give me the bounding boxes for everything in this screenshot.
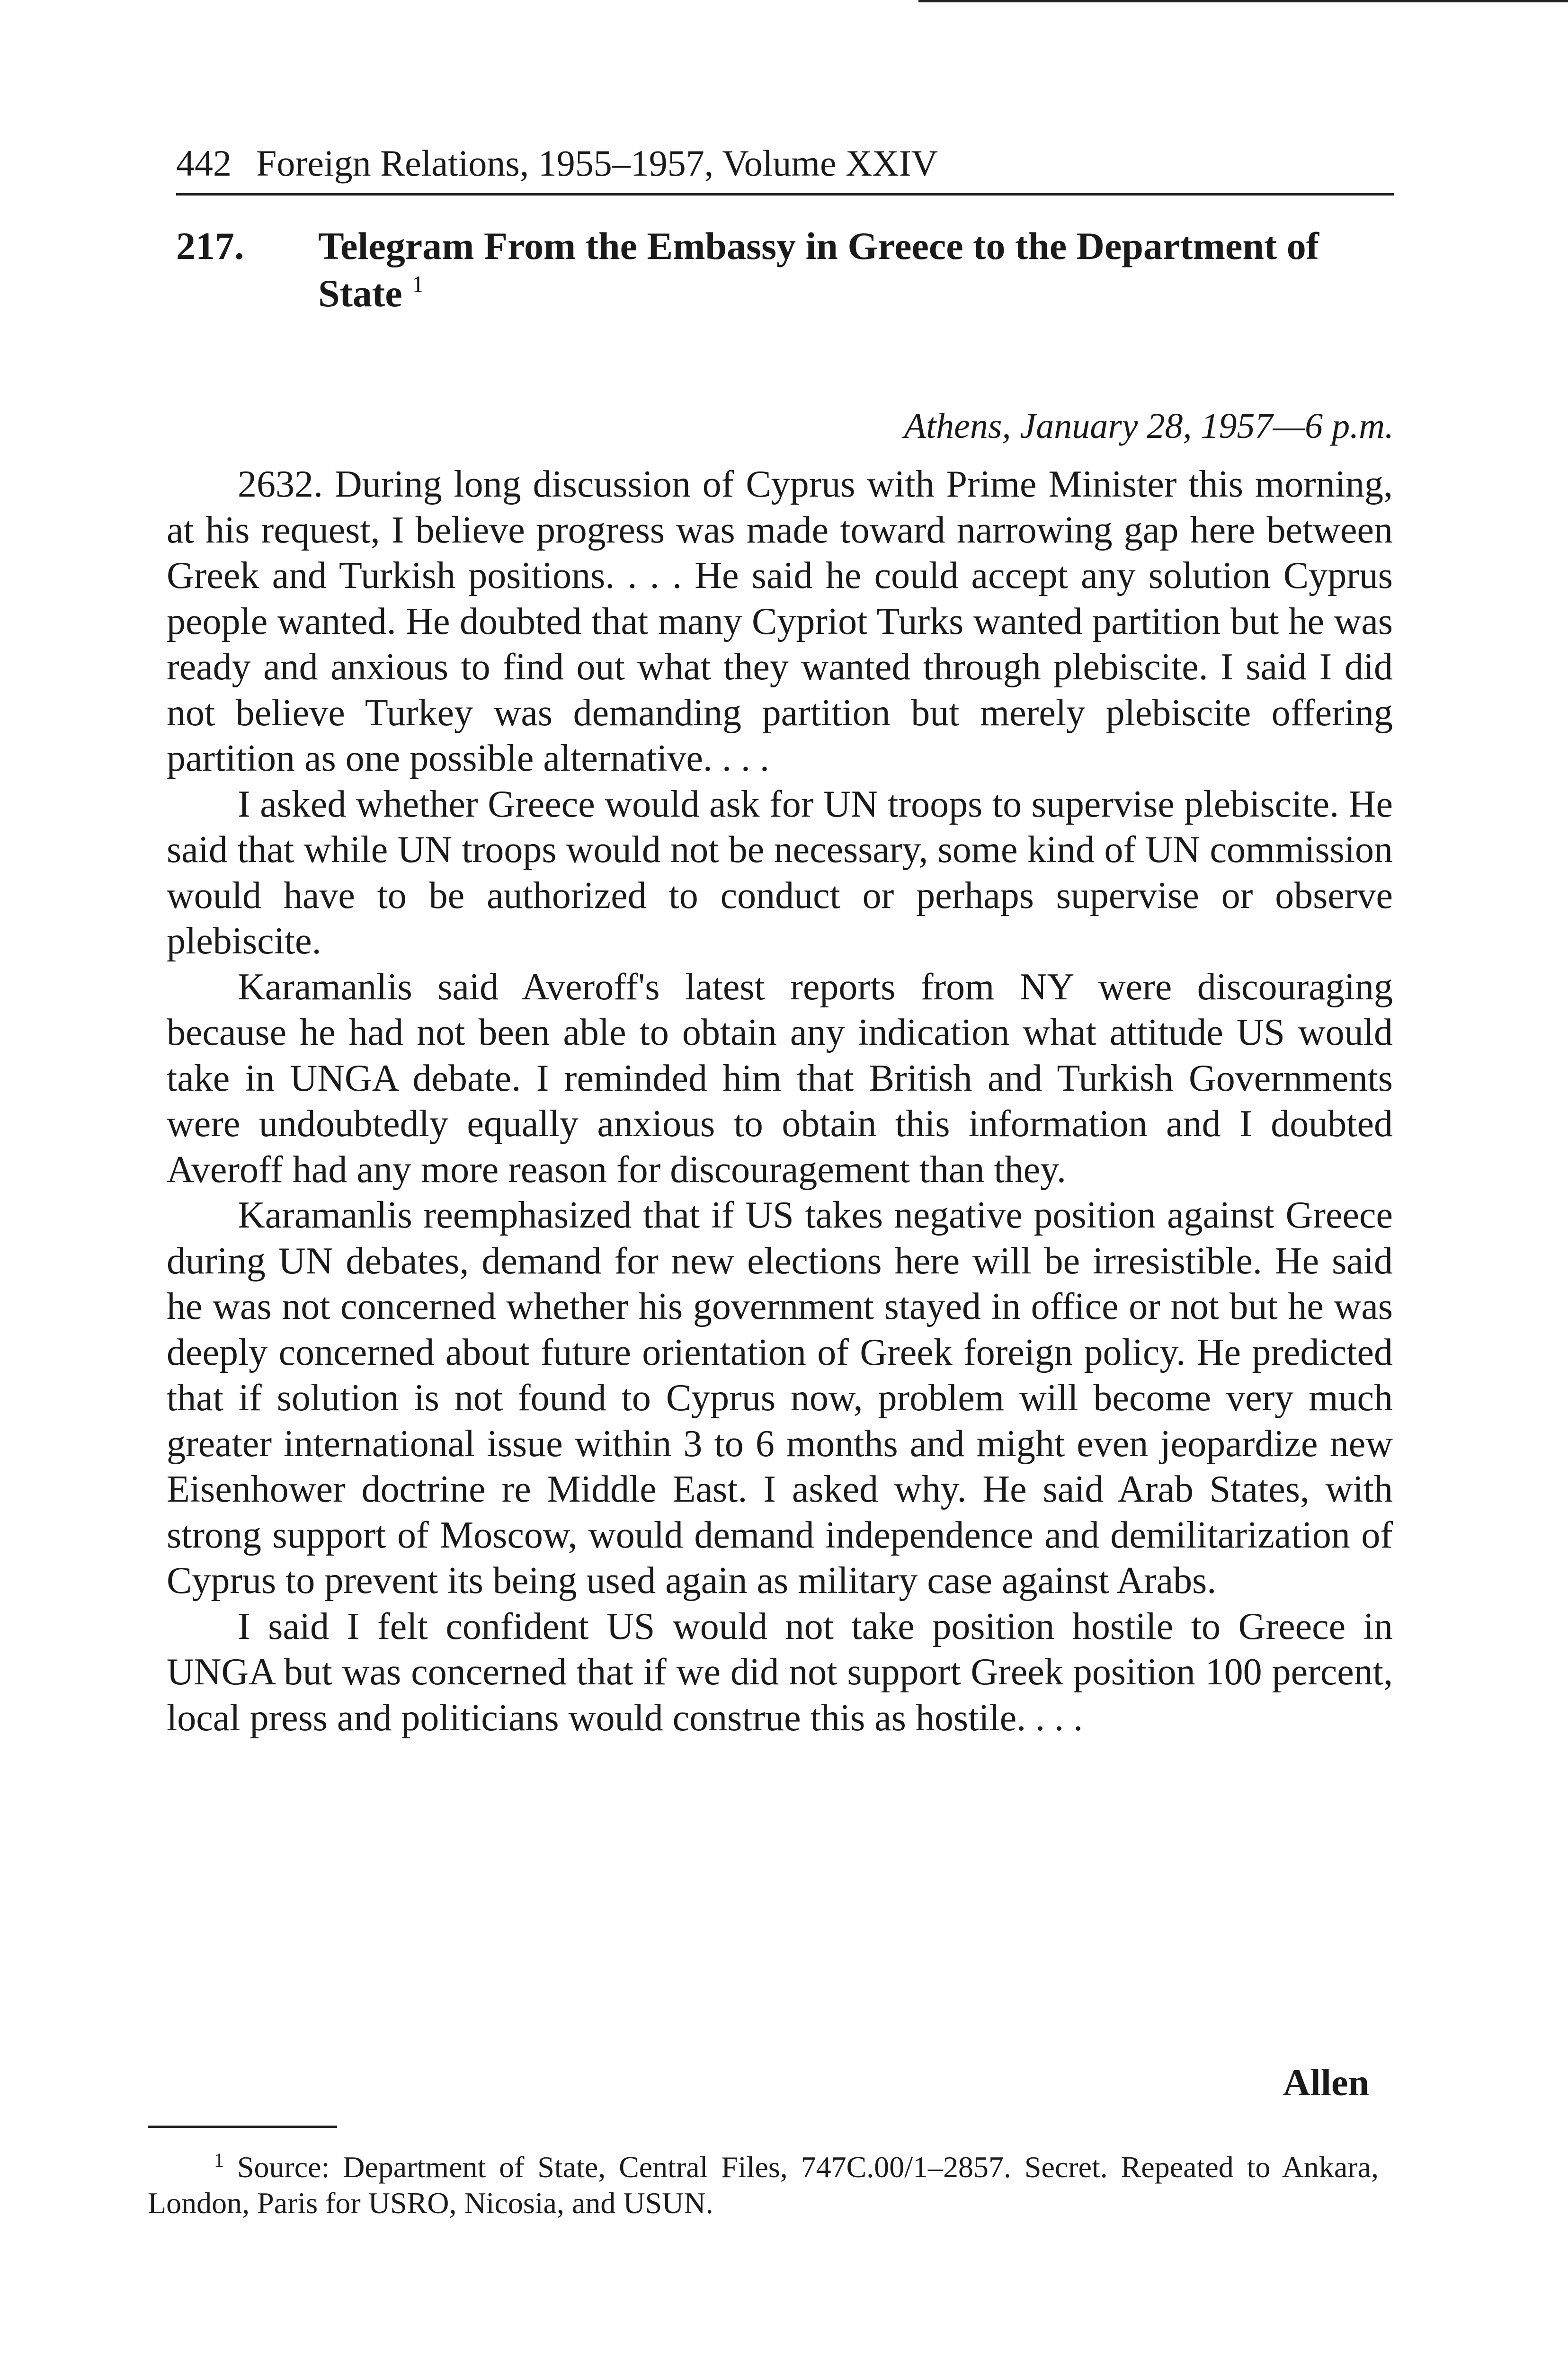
body-paragraph: Karamanlis said Averoff's latest reports from NY were discouraging because he had not been able to obtain any indication what attitude US would take in UNGA debate. I reminded him that British and Turkish Governments were undoubtedly equally anxious to obtain this information and I doubted Averoff had any more reason for discouragement than they. bbox=[167, 966, 1393, 1191]
document-title: Telegram From the Embassy in Greece to the Department of State bbox=[318, 224, 1319, 315]
publication-title: Foreign Relations, 1955–1957, Volume XXIV bbox=[256, 142, 938, 184]
title-footnote-marker: 1 bbox=[412, 271, 424, 297]
body-paragraph: I asked whether Greece would ask for UN troops to supervise plebiscite. He said that while UN troops would not be necessary, some kind of UN commission would have to be authorized to conduct or perhaps supervise or observe plebiscite. bbox=[167, 783, 1393, 962]
footnote bbox=[148, 2149, 1379, 2221]
footnote-marker: 1 bbox=[214, 2150, 224, 2171]
signature: Allen bbox=[1283, 2062, 1369, 2104]
body-paragraph: I said I felt confident US would not take position hostile to Greece in UNGA but was concerned that if we did not support Greek position 100 percent, local press and politicians would construe this as hostile. . . . bbox=[167, 1605, 1393, 1739]
dateline: Athens, January 28, 1957—6 p.m. bbox=[904, 406, 1394, 446]
telegram-body bbox=[167, 462, 1393, 1741]
header-rule bbox=[176, 193, 1394, 196]
footnote-text: Source: Department of State, Central Files, 747C.00/1–2857. Secret. Repeated to Ankara, London, Paris for USRO, Nicosia, and USUN. bbox=[148, 2150, 1379, 2220]
document-title-block bbox=[318, 222, 1394, 317]
footnote-rule bbox=[148, 2126, 337, 2128]
body-paragraph: 2632. During long discussion of Cyprus with Prime Minister this morning, at his request, I believe progress was made toward narrowing gap here between Greek and Turkish positions. . . . He said he could accept any solution Cyprus people wanted. He doubted that many Cypriot Turks wanted partition but he was ready and anxious to find out what they wanted through plebiscite. I said I did not believe Turkey was demanding partition but merely plebiscite offering partition as one possible alternative. . . . bbox=[167, 463, 1393, 779]
scan-edge-rule bbox=[918, 0, 1568, 2]
running-head bbox=[176, 137, 1394, 189]
document-heading bbox=[176, 222, 1394, 317]
page-number: 442 bbox=[176, 142, 232, 184]
document-number: 217. bbox=[176, 224, 244, 267]
body-paragraph: Karamanlis reemphasized that if US takes negative position against Greece during UN debates, demand for new elections here will be irresistible. He said he was not concerned whether his government stayed in office or not but he was deeply concerned about future orientation of Greek foreign policy. He predicted that if solution is not found to Cyprus now, problem will become very much greater international issue within 3 to 6 months and might even jeopardize new Eisenhower doctrine re Middle East. I asked why. He said Arab States, with strong support of Moscow, would demand independence and demilitarization of Cyprus to prevent its being used again as military case against Arabs. bbox=[167, 1194, 1393, 1602]
